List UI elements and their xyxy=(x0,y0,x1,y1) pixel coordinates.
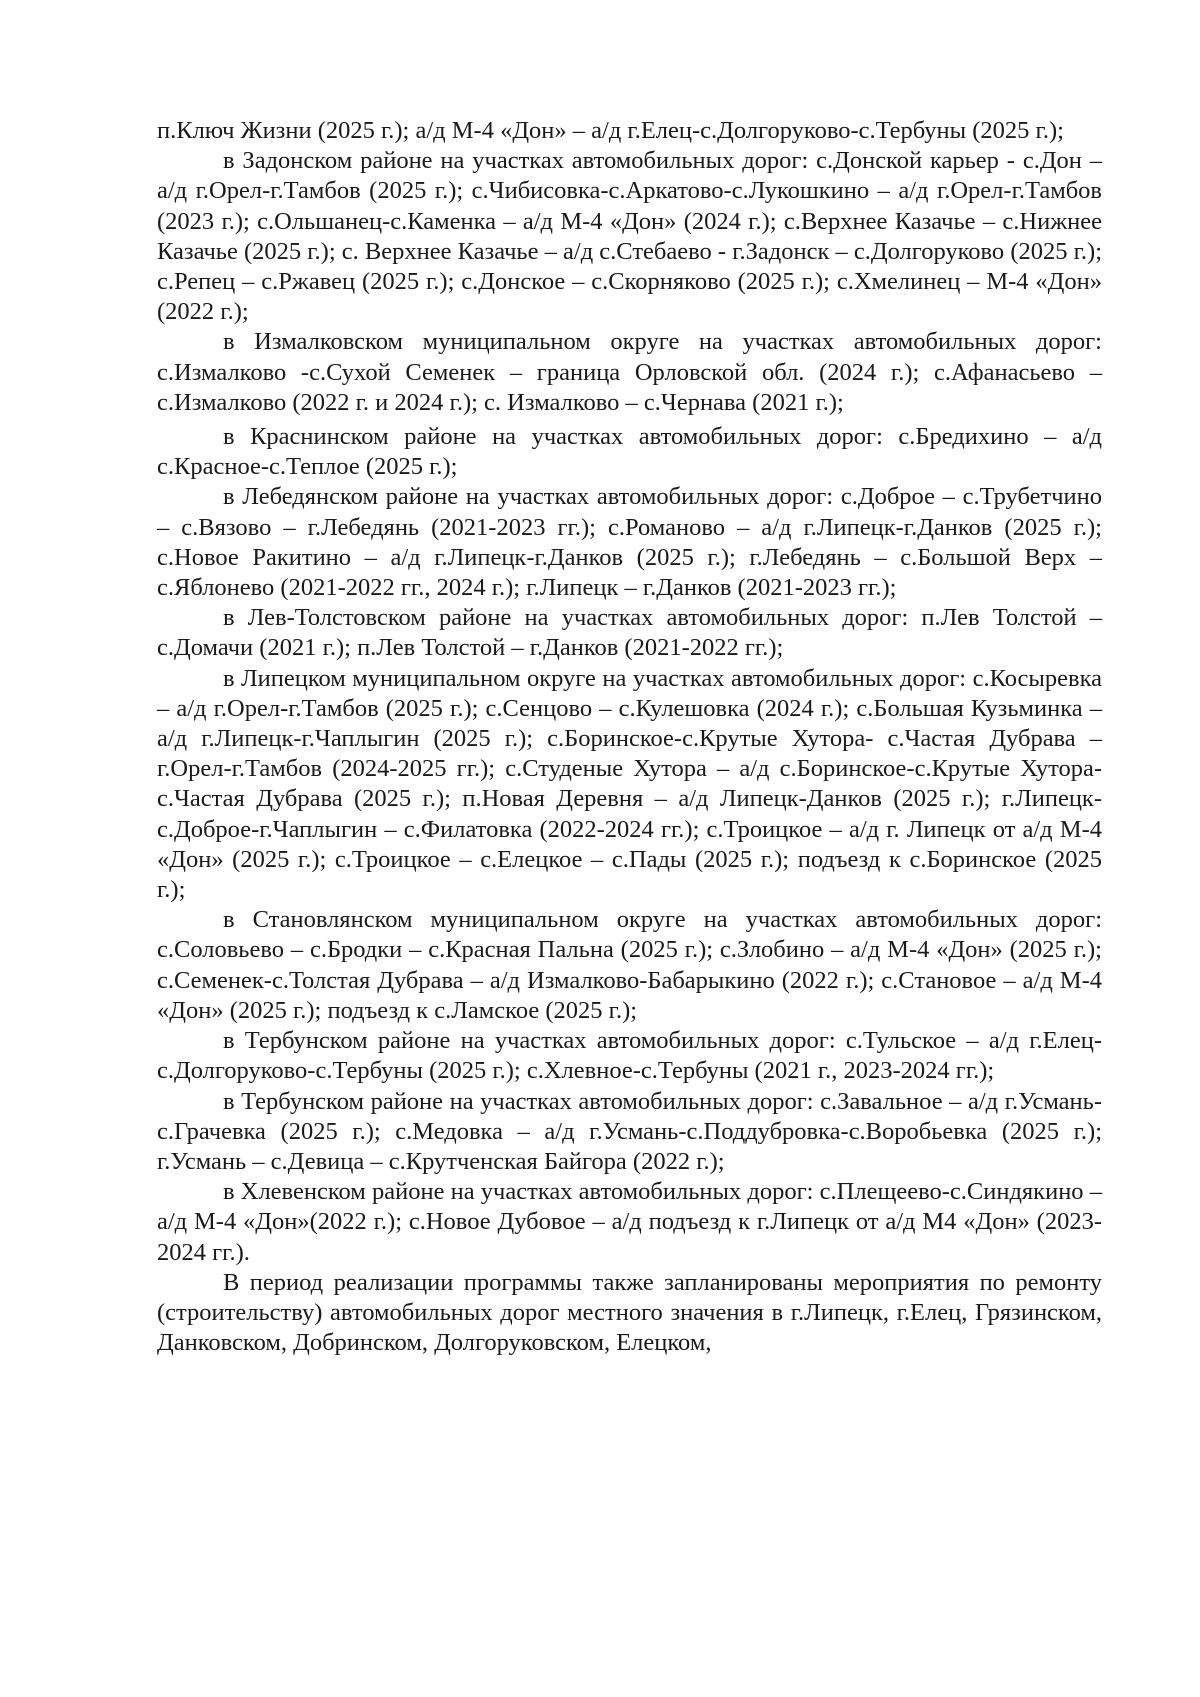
paragraph-stanovoe-district: в Становлянском муниципальном округе на участках автомобильных дорог: с.Соловьево – с.Бродки – с.Красная Пальна (2025 г.); с.Злобино – а/д М-4 «Дон» (2025 г.); с.Семенек-с.Толстая Дубрава – а/д Измалково-Бабарыкино (2022 г.); с.Становое – а/д М-4 «Дон» (2025 г.); подъезд к с.Ламское (2025 г.); xyxy=(157,906,1102,1024)
paragraph-krasnoe-district: в Краснинском районе на участках автомобильных дорог: с.Бредихино – а/д с.Красное-с.Теплое (2025 г.); xyxy=(157,423,1102,481)
paragraph-izmalkovo-district: в Измалковском муниципальном округе на участках автомобильных дорог: с.Измалково -с.Сухой Семенек – граница Орловской обл. (2024 г.); с.Афанасьево – с.Измалково (2022 г. и 2024 г.); с. Измалково – с.Чернава (2021 г.); xyxy=(157,328,1102,416)
paragraph-terbuny-district: в Тербунском районе на участках автомобильных дорог: с.Тульское – а/д г.Елец-с.Долгоруково-с.Тербуны (2025 г.); с.Хлевное-с.Тербуны (2021 г., 2023-2024 гг.); xyxy=(157,1027,1102,1085)
paragraph-lebedyan-district: в Лебедянском районе на участках автомобильных дорог: с.Доброе – с.Трубетчино – с.Вязово – г.Лебедянь (2021-2023 гг.); с.Романово – а/д г.Липецк-г.Данков (2025 г.); с.Новое Ракитино – а/д г.Липецк-г.Данков (2025 г.); г.Лебедянь – с.Большой Верх – с.Яблонево (2021-2022 гг., 2024 г.); г.Липецк – г.Данков (2021-2023 гг.); xyxy=(157,483,1102,602)
paragraph-zadonsk-district: в Задонском районе на участках автомобильных дорог: с.Донской карьер - с.Дон – а/д г.Орел-г.Тамбов (2025 г.); с.Чибисовка-с.Аркатово-с.Лукошкино – а/д г.Орел-г.Тамбов (2023 г.); с.Ольшанец-с.Каменка – а/д М-4 «Дон» (2024 г.); с.Верхнее Казачье – с.Нижнее Казачье (2025 г.); с. Верхнее Казачье – а/д с.Стебаево - г.Задонск – с.Долгоруково (2025 г.); с.Репец – с.Ржавец (2025 г.); с.Донское – с.Скорняково (2025 г.); с.Хмелинец – М-4 «Дон» (2022 г.); xyxy=(157,147,1102,326)
paragraph-continuation: п.Ключ Жизни (2025 г.); а/д М-4 «Дон» – а/д г.Елец-с.Долгоруково-с.Тербуны (2025 г.); xyxy=(157,117,1064,144)
paragraph-lipetsk-district: в Липецком муниципальном округе на участках автомобильных дорог: с.Косыревка – а/д г.Орел-г.Тамбов (2025 г.); с.Сенцово – с.Кулешовка (2024 г.); с.Большая Кузьминка – а/д г.Липецк-г.Чаплыгин (2025 г.); с.Боринское-с.Крутые Хутора- с.Частая Дубрава – г.Орел-г.Тамбов (2024-2025 гг.); с.Студеные Хутора – а/д с.Боринское-с.Крутые Хутора-с.Частая Дубрава (2025 г.); п.Новая Деревня – а/д Липецк-Данков (2025 г.); г.Липецк-с.Доброе-г.Чаплыгин – с.Филатовка (2022-2024 гг.); с.Троицкое – а/д г. Липецк от а/д М-4 «Дон» (2025 г.); с.Троицкое – с.Елецкое – с.Пады (2025 г.); подъезд к с.Боринское (2025 г.); xyxy=(157,664,1102,904)
paragraph-lev-tolstoy-district: в Лев-Толстовском районе на участках автомобильных дорог: п.Лев Толстой – с.Домачи (2021 г.); п.Лев Толстой – г.Данков (2021-2022 гг.); xyxy=(157,604,1102,662)
document-page xyxy=(157,116,1102,1358)
paragraph-khlevnoe-district: в Хлевенском районе на участках автомобильных дорог: с.Плещеево-с.Синдякино – а/д М-4 «Дон»(2022 г.); с.Новое Дубовое – а/д подъезд к г.Липецк от а/д М4 «Дон» (2023-2024 гг.). xyxy=(157,1178,1102,1266)
paragraph-local-roads-program: В период реализации программы также запланированы мероприятия по ремонту (строительству) автомобильных дорог местного значения в г.Липецк, г.Елец, Грязинском, Данковском, Добринском, Долгоруковском, Елецком, xyxy=(157,1268,1102,1357)
paragraph-terbuny-district-second: в Тербунском районе на участках автомобильных дорог: с.Завальное – а/д г.Усмань-с.Грачевка (2025 г.); с.Медовка – а/д г.Усмань-с.Поддубровка-с.Воробьевка (2025 г.); г.Усмань – с.Девица – с.Крутченская Байгора (2022 г.); xyxy=(157,1087,1102,1175)
